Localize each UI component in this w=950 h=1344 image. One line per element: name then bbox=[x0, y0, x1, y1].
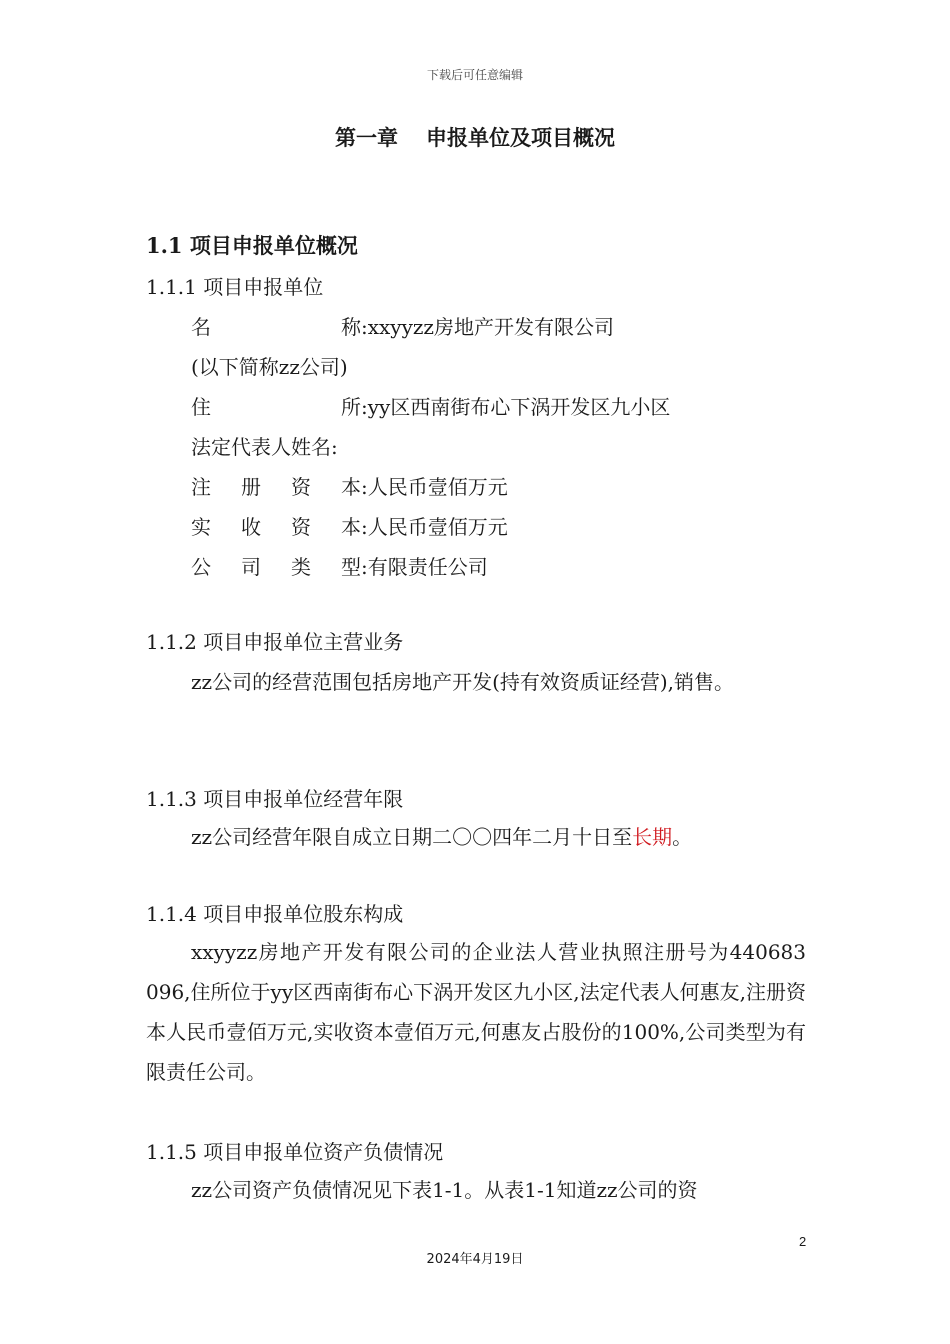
field-name bbox=[191, 311, 614, 340]
operating-term-highlight: 长期 bbox=[632, 825, 673, 849]
field-name-value: :xxyyzz房地产开发有限公司 bbox=[361, 315, 614, 339]
field-company-type-value: :有限责任公司 bbox=[361, 555, 488, 579]
paragraph-assets-liabilities: zz公司资产负债情况见下表1-1。从表1-1知道zz公司的资 bbox=[191, 1178, 698, 1202]
field-company-type-label: 公司类型 bbox=[191, 555, 361, 579]
field-legal-representative: 法定代表人姓名: bbox=[191, 435, 338, 459]
page-number: 2 bbox=[799, 1234, 807, 1249]
subsection-heading-1-1-4: 1.1.4 项目申报单位股东构成 bbox=[146, 902, 404, 926]
field-name-label: 名称 bbox=[191, 315, 361, 339]
field-address-label: 住所 bbox=[191, 395, 361, 419]
operating-term-text: zz公司经营年限自成立日期二〇〇四年二月十日至 bbox=[191, 825, 633, 849]
field-registered-capital-value: :人民币壹佰万元 bbox=[361, 475, 508, 499]
paragraph-shareholders: xxyyzz房地产开发有限公司的企业法人营业执照注册号为440683 096,住所位于yy区西南街布心下涡开发区九小区,法定代表人何惠友,注册资本人民币壹佰万元,实收资本壹佰万元,何惠友占股份的100%,公司类型为有限责任公司。 bbox=[146, 940, 826, 1084]
operating-term-end: 。 bbox=[672, 825, 693, 849]
field-company-type bbox=[191, 551, 488, 580]
field-paid-capital-label: 实收资本 bbox=[191, 515, 361, 539]
subsection-heading-1-1-1: 1.1.1 项目申报单位 bbox=[146, 275, 324, 299]
field-address-value: :yy区西南街布心下涡开发区九小区 bbox=[361, 395, 671, 419]
field-abbreviation: (以下简称zz公司) bbox=[191, 355, 348, 379]
section-heading-1-1: 1.1 项目申报单位概况 bbox=[146, 233, 358, 258]
chapter-label: 第一章 bbox=[335, 125, 398, 150]
field-paid-capital-value: :人民币壹佰万元 bbox=[361, 515, 508, 539]
subsection-heading-1-1-2: 1.1.2 项目申报单位主营业务 bbox=[146, 630, 404, 654]
page-header: 下载后可任意编辑 bbox=[426, 68, 523, 82]
paragraph-main-business: zz公司的经营范围包括房地产开发(持有效资质证经营),销售。 bbox=[191, 670, 735, 694]
page-footer-date: 2024年4月19日 bbox=[426, 1252, 524, 1267]
field-paid-capital bbox=[191, 511, 508, 540]
paragraph-operating-term bbox=[146, 817, 806, 857]
chapter-title bbox=[0, 122, 950, 152]
field-address bbox=[191, 391, 670, 420]
subsection-heading-1-1-3: 1.1.3 项目申报单位经营年限 bbox=[146, 787, 404, 811]
chapter-name: 申报单位及项目概况 bbox=[426, 125, 615, 150]
field-registered-capital bbox=[191, 471, 508, 500]
field-registered-capital-label: 注册资本 bbox=[191, 475, 361, 499]
subsection-heading-1-1-5: 1.1.5 项目申报单位资产负债情况 bbox=[146, 1140, 444, 1164]
